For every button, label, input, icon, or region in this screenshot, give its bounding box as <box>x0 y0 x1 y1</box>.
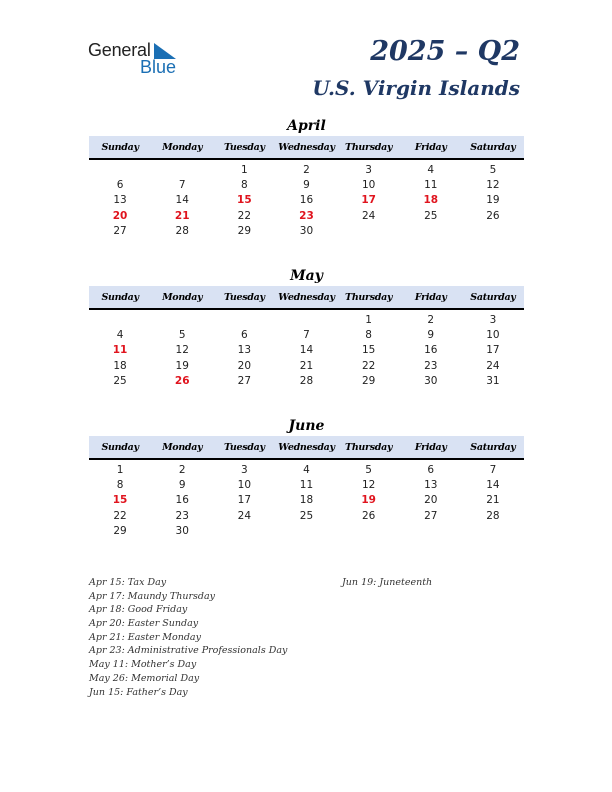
day-cell: 26 <box>486 209 500 222</box>
week-row <box>89 327 524 342</box>
day-cell: 14 <box>486 478 500 491</box>
weekday-label: Sunday <box>101 141 139 153</box>
day-cell: 8 <box>241 178 248 191</box>
day-cell: 11 <box>299 478 314 491</box>
day-cell: 27 <box>424 509 438 522</box>
holiday-note: May 26: Memorial Day <box>89 672 200 684</box>
day-cell: 24 <box>237 509 252 522</box>
holiday-day-cell: 19 <box>361 494 376 507</box>
day-cell: 27 <box>113 224 127 237</box>
month-block-may <box>89 266 524 388</box>
day-cell: 10 <box>237 478 252 491</box>
weekday-label: Tuesday <box>223 441 265 453</box>
weekday-header <box>89 436 524 460</box>
day-cell: 1 <box>241 163 248 176</box>
day-cell: 28 <box>486 509 500 522</box>
day-cell: 2 <box>178 463 186 476</box>
holiday-day-cell: 15 <box>237 194 252 207</box>
day-cell: 13 <box>424 478 438 491</box>
day-cell: 21 <box>299 359 314 372</box>
weekday-label: Wednesday <box>278 141 335 153</box>
week-row <box>89 193 524 208</box>
month-name: May <box>290 268 323 284</box>
day-cell: 10 <box>361 178 376 191</box>
month-block-april <box>89 116 524 238</box>
day-cell: 9 <box>427 328 435 341</box>
day-cell: 12 <box>486 178 500 191</box>
day-cell: 2 <box>427 313 435 326</box>
day-cell: 13 <box>113 194 127 207</box>
logo-word-blue: Blue <box>140 57 177 77</box>
weekday-label: Saturday <box>470 291 516 303</box>
weekday-header <box>89 286 524 310</box>
weekday-label: Thursday <box>345 441 393 453</box>
day-cell: 7 <box>489 463 497 476</box>
day-cell: 20 <box>237 359 252 372</box>
day-cell: 24 <box>486 359 500 372</box>
day-cell: 23 <box>175 509 189 522</box>
day-cell: 14 <box>299 344 314 357</box>
weekday-label: Sunday <box>101 441 139 453</box>
day-cell: 28 <box>175 224 189 237</box>
day-cell: 1 <box>116 463 124 476</box>
day-cell: 29 <box>237 224 252 237</box>
day-cell: 16 <box>424 344 438 357</box>
holiday-note: Apr 15: Tax Day <box>89 577 167 588</box>
day-cell: 12 <box>175 344 189 357</box>
day-cell: 5 <box>178 328 186 341</box>
weekday-label: Wednesday <box>278 291 335 303</box>
day-cell: 4 <box>303 463 310 476</box>
week-row <box>89 358 524 373</box>
day-cell: 6 <box>241 328 248 341</box>
day-cell: 24 <box>361 209 376 222</box>
holiday-day-cell: 26 <box>174 374 190 387</box>
day-cell: 10 <box>486 328 500 341</box>
day-cell: 9 <box>178 478 186 491</box>
day-cell: 25 <box>113 374 127 387</box>
weekday-label: Tuesday <box>223 291 265 303</box>
day-cell: 4 <box>116 328 124 341</box>
day-cell: 21 <box>486 494 500 507</box>
day-cell: 19 <box>175 359 189 372</box>
weekday-label: Thursday <box>345 141 393 153</box>
weekday-label: Wednesday <box>278 441 335 453</box>
day-cell: 17 <box>237 494 252 507</box>
day-cell: 30 <box>175 524 189 537</box>
day-cell: 3 <box>489 313 497 326</box>
weeks <box>89 312 524 388</box>
weekday-label: Friday <box>414 441 447 453</box>
holiday-day-cell: 23 <box>299 209 314 222</box>
day-cell: 8 <box>116 478 124 491</box>
holiday-note: May 11: Mother’s Day <box>89 659 197 671</box>
page-subtitle: U.S. Virgin Islands <box>312 76 520 100</box>
holiday-day-cell: 17 <box>361 194 376 207</box>
weekday-label: Monday <box>162 441 203 453</box>
day-cell: 1 <box>365 313 372 326</box>
month-name: April <box>287 118 326 134</box>
holiday-day-cell: 18 <box>423 194 439 207</box>
holiday-note: Apr 23: Administrative Professionals Day <box>89 645 288 657</box>
day-cell: 3 <box>241 463 248 476</box>
day-cell: 27 <box>237 374 252 387</box>
holiday-list-right <box>342 576 432 590</box>
day-cell: 23 <box>424 359 438 372</box>
day-cell: 30 <box>424 374 438 387</box>
day-cell: 25 <box>299 509 314 522</box>
day-cell: 6 <box>116 178 124 191</box>
day-cell: 12 <box>361 478 376 491</box>
week-row <box>89 373 524 388</box>
week-row <box>89 462 524 477</box>
day-cell: 2 <box>303 163 310 176</box>
logo-word-general: General <box>88 40 151 60</box>
holiday-note: Jun 15: Father’s Day <box>89 686 188 698</box>
week-row <box>89 523 524 538</box>
weekday-label: Friday <box>414 291 447 303</box>
day-cell: 28 <box>299 374 314 387</box>
holiday-day-cell: 20 <box>112 209 128 222</box>
week-row <box>89 477 524 492</box>
day-cell: 5 <box>365 463 372 476</box>
weekday-label: Monday <box>162 141 203 153</box>
holiday-note: Apr 20: Easter Sunday <box>89 618 199 630</box>
day-cell: 29 <box>361 374 376 387</box>
holiday-day-cell: 21 <box>174 209 190 222</box>
day-cell: 22 <box>113 509 127 522</box>
day-cell: 26 <box>361 509 376 522</box>
weekday-label: Monday <box>162 291 203 303</box>
holiday-day-cell: 15 <box>112 494 128 507</box>
week-row <box>89 312 524 327</box>
day-cell: 4 <box>427 163 435 176</box>
day-cell: 7 <box>178 178 186 191</box>
holiday-note: Apr 17: Maundy Thursday <box>89 590 216 602</box>
day-cell: 16 <box>175 494 189 507</box>
day-cell: 3 <box>365 163 372 176</box>
week-row <box>89 508 524 523</box>
week-row <box>89 208 524 223</box>
weekday-header <box>89 136 524 160</box>
day-cell: 16 <box>299 194 314 207</box>
holiday-note: Apr 21: Easter Monday <box>89 631 201 643</box>
day-cell: 8 <box>365 328 372 341</box>
generalblue-logo <box>88 40 188 76</box>
month-block-june <box>89 416 524 538</box>
day-cell: 19 <box>486 194 500 207</box>
day-cell: 29 <box>113 524 127 537</box>
day-cell: 15 <box>361 344 376 357</box>
weeks <box>89 462 524 538</box>
month-name: June <box>288 418 325 434</box>
day-cell: 18 <box>299 494 314 507</box>
day-cell: 11 <box>424 178 438 191</box>
holiday-note: Jun 19: Juneteenth <box>342 577 433 588</box>
day-cell: 20 <box>424 494 438 507</box>
day-cell: 18 <box>113 359 127 372</box>
holiday-note: Apr 18: Good Friday <box>89 604 188 616</box>
weekday-label: Saturday <box>470 441 516 453</box>
day-cell: 6 <box>427 463 435 476</box>
day-cell: 13 <box>237 344 252 357</box>
weekday-label: Saturday <box>470 141 516 153</box>
page-title: 2025 – Q2 <box>370 36 520 67</box>
weekday-label: Thursday <box>345 291 393 303</box>
week-row <box>89 223 524 238</box>
weekday-label: Sunday <box>101 291 139 303</box>
weekday-label: Friday <box>414 141 447 153</box>
day-cell: 31 <box>486 374 500 387</box>
day-cell: 9 <box>303 178 310 191</box>
week-row <box>89 493 524 508</box>
weeks <box>89 162 524 238</box>
week-row <box>89 162 524 177</box>
day-cell: 17 <box>486 344 500 357</box>
week-row <box>89 343 524 358</box>
day-cell: 30 <box>299 224 314 237</box>
day-cell: 7 <box>303 328 310 341</box>
week-row <box>89 177 524 192</box>
day-cell: 25 <box>424 209 438 222</box>
day-cell: 22 <box>361 359 376 372</box>
day-cell: 5 <box>489 163 497 176</box>
weekday-label: Tuesday <box>223 141 265 153</box>
holiday-day-cell: 11 <box>112 344 128 357</box>
day-cell: 22 <box>237 209 252 222</box>
day-cell: 14 <box>175 194 189 207</box>
holiday-list-left <box>89 576 287 699</box>
